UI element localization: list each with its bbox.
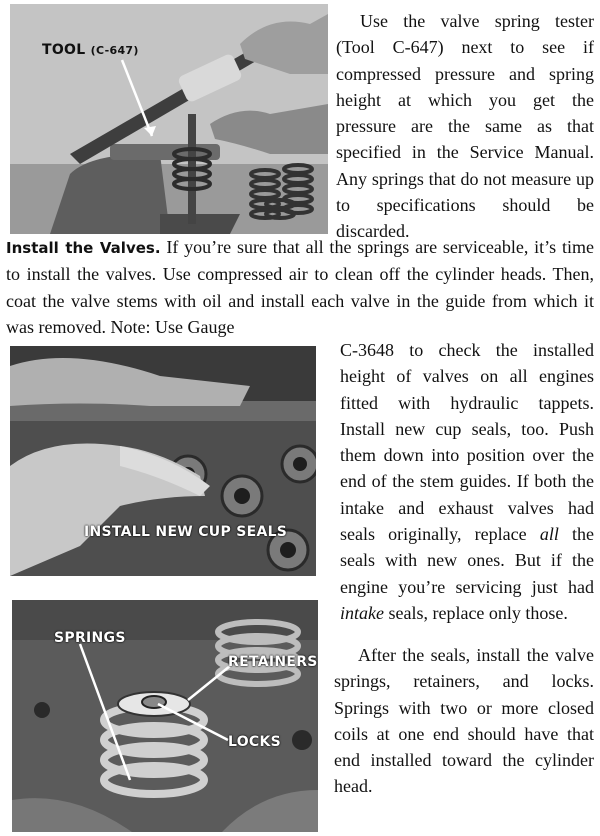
paragraph-tester (336, 8, 594, 245)
cup-seals-illustration (10, 346, 316, 576)
photo-install-cup-seals (10, 346, 316, 576)
cup-seals-text-3: seals, replace only those. (383, 602, 568, 623)
tester-illustration (10, 4, 328, 234)
paragraph-springs (334, 642, 594, 800)
retainers-label: RETAINERS (228, 654, 318, 670)
cup-seals-text-1: C-3648 to check the installed height of valves on all engines fitted with hydraulic tappets. Install new cup seals, too. Push them down into position over the end of the stem guides. If both the intake and exhaust valves had seals originally, replace (340, 340, 594, 545)
paragraph-cup-seals (340, 337, 594, 626)
paragraph-install-valves-text: If you’re sure that all the springs are serviceable, it’s time to install the valves. Use compressed air to clean off the cylinder heads. Then, coat the valve stems with oil and install each valve in the guide from which it was removed. Note: Use Gauge (6, 237, 594, 337)
tool-label-text: TOOL (42, 42, 86, 58)
cup-seals-emphasis-all: all (539, 524, 559, 545)
locks-label: LOCKS (228, 734, 282, 750)
springs-label: SPRINGS (54, 630, 126, 646)
photo-springs-retainers-locks (12, 600, 318, 832)
tool-label (42, 42, 139, 58)
cup-seals-emphasis-intake: intake (340, 602, 384, 623)
section-heading: Install the Valves. (6, 239, 161, 257)
paragraph-install-valves (6, 234, 594, 340)
cup-seals-text-2: the seals with new ones. But if the engine you’re servicing just had (340, 524, 594, 597)
photo-valve-spring-tester (10, 4, 328, 234)
paragraph-tester-text: Use the valve spring tester (Tool C-647) next to see if compressed pressure and spring height at which you get the pressure are the same as that specified in the Service Manual. Any springs that do not measure up to specifications should be discarded. (336, 11, 594, 242)
cup-seals-label: INSTALL NEW CUP SEALS (84, 524, 288, 540)
paragraph-springs-text: After the seals, install the valve springs, retainers, and locks. Springs with two or more closed coils at one end should have that end installed toward the cylinder head. (334, 645, 594, 797)
tool-code: (C-647) (90, 44, 139, 57)
